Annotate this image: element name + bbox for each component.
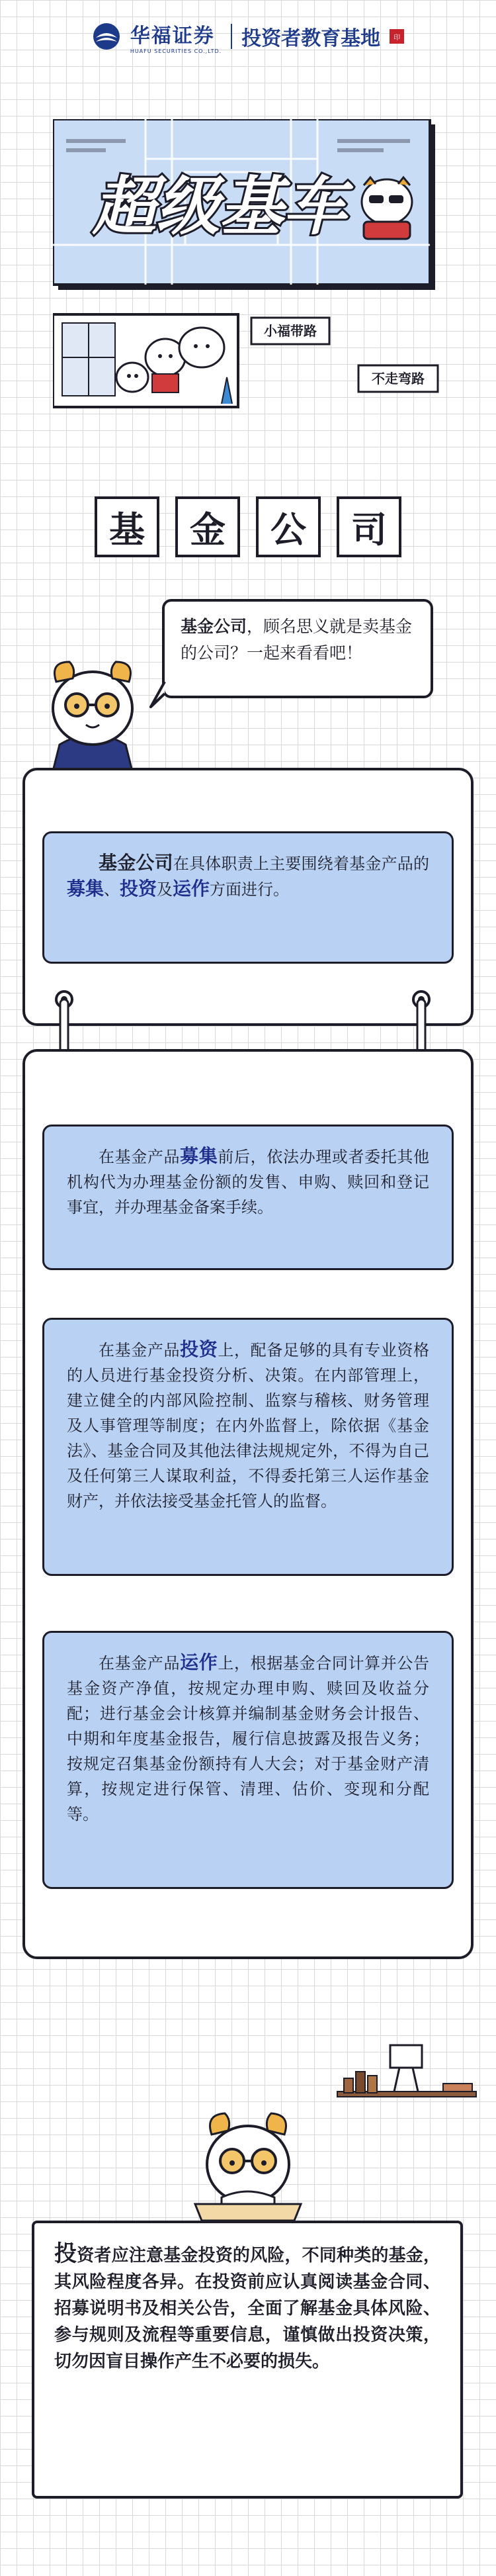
bubble-tail-icon	[149, 682, 167, 708]
tag-small-road: 小福带路	[264, 323, 317, 339]
duties-card	[22, 1049, 474, 1959]
mascot-sunglasses-icon	[362, 177, 412, 239]
notice-first-char: 投	[54, 2240, 77, 2267]
mascot-reading-icon	[182, 2105, 314, 2224]
raise-panel: 在基金产品募集前后，依法办理或者委托其他机构代为办理基金份额的发售、申购、赎回和登记事宜，并办理基金备案手续。	[42, 1125, 454, 1270]
risk-notice	[32, 2221, 463, 2499]
huafu-logo-icon	[92, 22, 121, 51]
bubble-text: ，顾名思义就是卖基金的公司？一起来看看吧！	[181, 617, 413, 663]
operate-panel: 在基金产品运作上，根据基金合同计算并公告基金资产净值，按规定办理申购、赎回及收益分配；进行基金会计核算并编制基金财务会计报告、中期和年度基金报告，履行信息披露及报告义务；按规定召集基金份额持有人大会；对于基金财产清算，按规定进行保管、清理、估价、变现和分配等。	[42, 1631, 454, 1889]
hero-headline: 超级基车	[93, 169, 347, 244]
invest-panel: 在基金产品投资上，配备足够的具有专业资格的人员进行基金投资分析、决策。在内部管理上，建立健全的内部风险控制、监察与稽核、财务管理及人事管理等制度；在内外监督上，除依据《基金法》、基金合同及其他法律法规规定外，不得为自己及任何第三人谋取利益，不得委托第三人运作基金财产，并依法接受基金托管人的监督。	[42, 1318, 454, 1576]
mascot-glasses-icon	[33, 645, 152, 771]
speech-bubble	[162, 599, 433, 698]
title-char: 公	[256, 496, 321, 557]
brand-name: 华福证券	[130, 24, 215, 48]
notice-text: 资者应注意基金投资的风险，不同种类的基金，其风险程度各异。在投资前应认真阅读基金合同、招募说明书及相关公告，全面了解基金具体风险、参与规则及流程等重要信息，谨慎做出投资决策，切勿因盲目操作产生不必要的损失。	[54, 2246, 440, 2371]
intro-card	[22, 768, 474, 1026]
seal-icon: 印	[390, 29, 404, 44]
divider	[231, 24, 232, 49]
intro-lead: 基金公司	[99, 852, 173, 874]
keyword-operate: 运作	[173, 878, 210, 899]
title-char: 金	[175, 496, 240, 557]
keyword-operate: 运作	[180, 1651, 218, 1673]
section-title	[0, 496, 496, 557]
keyword-invest: 投资	[120, 878, 157, 899]
edu-base-title: 投资者教育基地	[241, 27, 381, 50]
bubble-lead: 基金公司	[181, 617, 247, 636]
hero-illustration	[53, 119, 450, 410]
brand-block	[130, 19, 222, 54]
title-char: 司	[337, 496, 401, 557]
keyword-invest: 投资	[180, 1338, 218, 1360]
intro-panel: 基金公司在具体职责上主要围绕着基金产品的募集、投资及运作方面进行。	[42, 831, 454, 964]
desk-books-icon	[331, 2039, 483, 2111]
keyword-raise: 募集	[180, 1145, 218, 1167]
tag-no-detour: 不走弯路	[372, 371, 425, 387]
title-char: 基	[95, 496, 159, 557]
header	[0, 13, 496, 60]
brand-en: HUAFU SECURITIES CO.,LTD.	[130, 48, 222, 54]
keyword-raise: 募集	[67, 878, 104, 899]
